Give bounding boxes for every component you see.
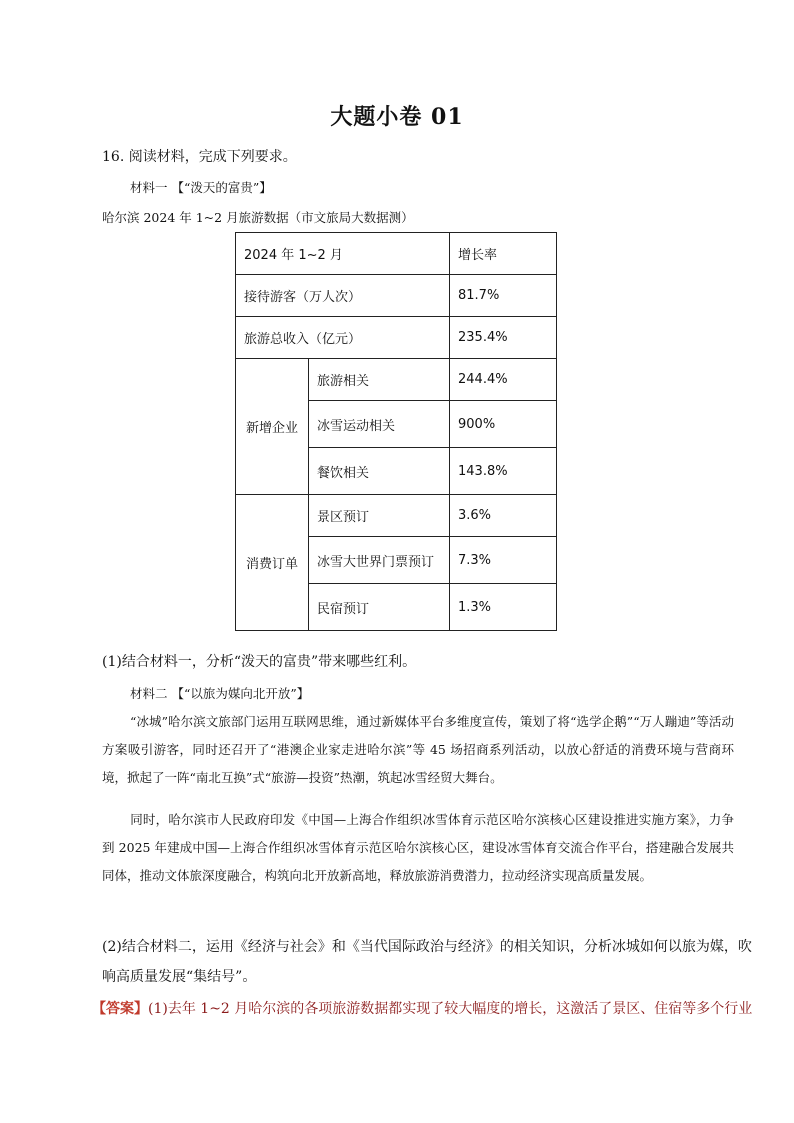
answer-tag: 【答案】	[92, 1001, 148, 1017]
row-label: 接待游客（万人次）	[236, 275, 450, 317]
row-label: 旅游总收入（亿元）	[236, 317, 450, 359]
material1-heading: 材料一 【“泼天的富贵”】	[130, 180, 272, 195]
material2-paragraph-1-text: “冰城”哈尔滨文旅部门运用互联网思维，通过新媒体平台多维度宣传，策划了将“选学企鹅”“万人蹦迪”等活动方案吸引游客，同时还召开了“港澳企业家走进哈尔滨”等 45 场招商系列活动，以放心舒适的消费环境与营商环境，掀起了一阵“南北互换”式“旅游—投资”热潮，筑起冰雪经贸大舞台。	[102, 714, 734, 785]
row-label: 民宿预订	[309, 584, 450, 631]
row-label: 冰雪运动相关	[309, 401, 450, 448]
question-part-2-line1: (2)结合材料二，运用《经济与社会》和《当代国际政治与经济》的相关知识，分析冰城如何以旅为媒，吹	[102, 939, 752, 955]
material2-heading: 材料二 【“以旅为媒向北开放”】	[130, 686, 310, 701]
row-label: 餐饮相关	[309, 448, 450, 495]
question-part-1: (1)结合材料一，分析“泼天的富贵”带来哪些红利。	[102, 654, 417, 670]
group-label: 新增企业	[236, 359, 309, 495]
question-intro-text: 阅读材料，完成下列要求。	[128, 149, 297, 165]
material2-paragraph-1	[102, 708, 734, 792]
question-number: 16.	[102, 149, 125, 165]
page-title: 大题小卷 01	[330, 104, 464, 130]
row-label: 旅游相关	[309, 359, 450, 401]
table-header-period: 2024 年 1~2 月	[236, 233, 450, 275]
row-label: 冰雪大世界门票预订	[309, 537, 450, 584]
answer-text: (1)去年 1~2 月哈尔滨的各项旅游数据都实现了较大幅度的增长，这激活了景区、住宿等多个行业	[148, 1001, 753, 1017]
table-header-growth: 增长率	[450, 233, 557, 275]
question-intro	[102, 146, 297, 166]
table-header-row	[236, 233, 557, 275]
row-value: 143.8%	[450, 448, 557, 495]
row-value: 244.4%	[450, 359, 557, 401]
row-value: 1.3%	[450, 584, 557, 631]
tourism-data-table	[235, 232, 557, 631]
row-value: 81.7%	[450, 275, 557, 317]
material2-paragraph-2-text: 同时，哈尔滨市人民政府印发《中国—上海合作组织冰雪体育示范区哈尔滨核心区建设推进实施方案》，力争到 2025 年建成中国—上海合作组织冰雪体育示范区哈尔滨核心区，建设冰雪体育交流合作平台，搭建融合发展共同体，推动文体旅深度融合，构筑向北开放新高地，释放旅游消费潜力，拉动经济实现高质量发展。	[102, 812, 734, 883]
table-row	[236, 495, 557, 537]
row-value: 235.4%	[450, 317, 557, 359]
answer-line	[92, 998, 752, 1018]
row-label: 景区预订	[309, 495, 450, 537]
table-row	[236, 359, 557, 401]
row-value: 3.6%	[450, 495, 557, 537]
row-value: 7.3%	[450, 537, 557, 584]
table-row	[236, 317, 557, 359]
table-caption: 哈尔滨 2024 年 1~2 月旅游数据（市文旅局大数据测）	[102, 210, 414, 225]
material2-paragraph-2	[102, 806, 734, 890]
question-part-2-line2: 响高质量发展“集结号”。	[102, 969, 257, 985]
group-label: 消费订单	[236, 495, 309, 631]
row-value: 900%	[450, 401, 557, 448]
table-row	[236, 275, 557, 317]
